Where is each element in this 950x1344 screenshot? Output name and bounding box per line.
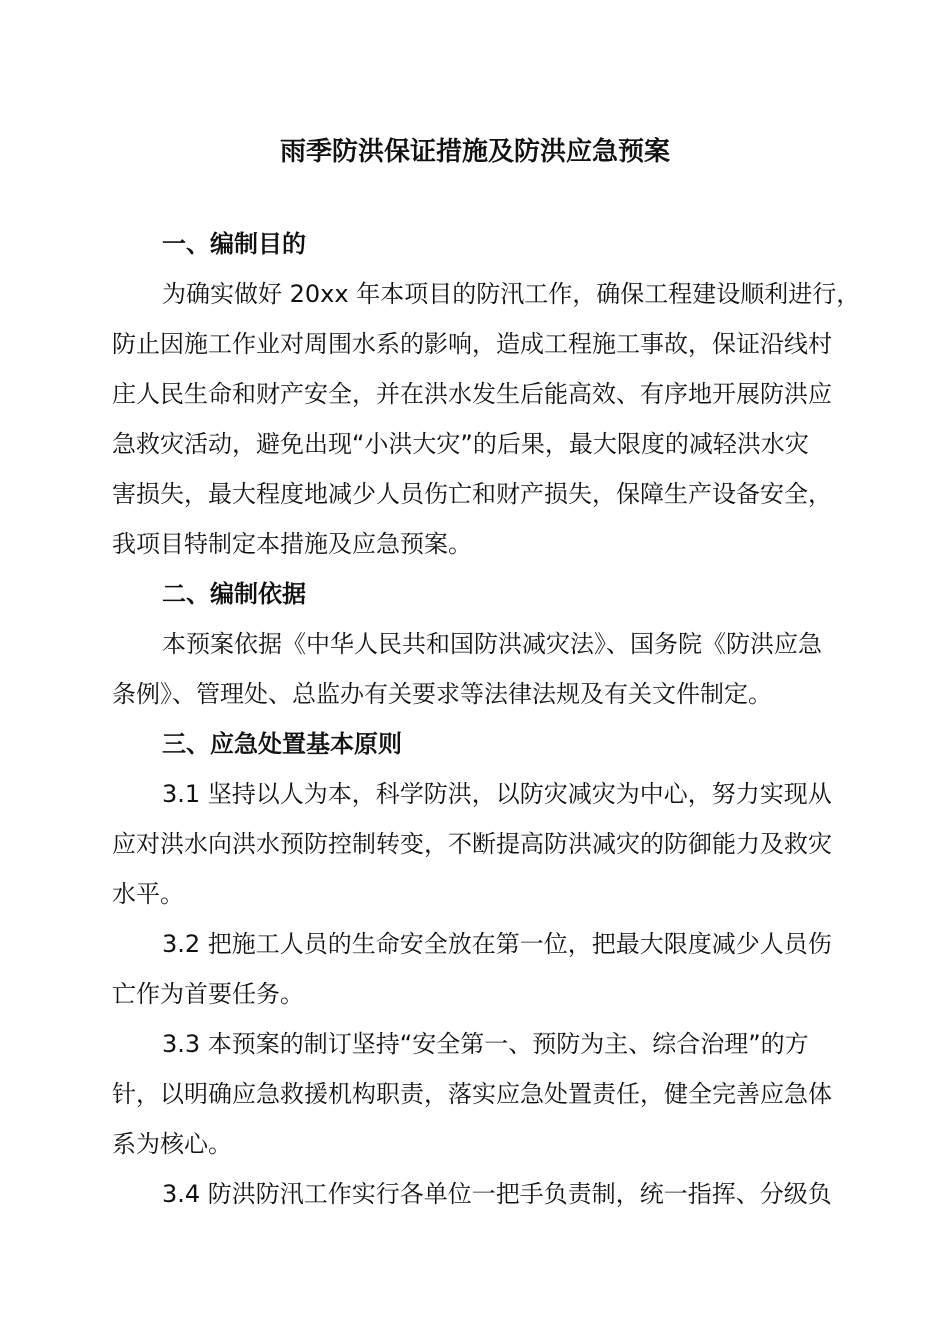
paragraph-line: 我项目特制定本措施及应急预案。 bbox=[112, 530, 472, 558]
paragraph-line: 害损失，最大程度地减少人员伤亡和财产损失，保障生产设备安全， bbox=[112, 480, 832, 508]
section-heading-principles: 三、应急处置基本原则 bbox=[162, 730, 402, 758]
principle-item-line: 水平。 bbox=[112, 880, 184, 908]
principle-item-line: 应对洪水向洪水预防控制转变，不断提高防洪减灾的防御能力及救灾 bbox=[112, 830, 832, 858]
principle-item-line: 3.2 把施工人员的生命安全放在第一位，把最大限度减少人员伤 bbox=[162, 930, 832, 958]
principle-item-line: 亡作为首要任务。 bbox=[112, 980, 304, 1008]
paragraph-line: 急救灾活动，避免出现“小洪大灾”的后果，最大限度的减轻洪水灾 bbox=[112, 430, 809, 458]
document-title: 雨季防洪保证措施及防洪应急预案 bbox=[279, 137, 670, 167]
paragraph-line: 条例》、管理处、总监办有关要求等法律法规及有关文件制定。 bbox=[112, 680, 772, 708]
principle-item-line: 针，以明确应急救援机构职责，落实应急处置责任，健全完善应急体 bbox=[112, 1080, 832, 1108]
section-heading-purpose: 一、编制目的 bbox=[162, 230, 306, 258]
paragraph-line: 本预案依据《中华人民共和国防洪减灾法》、国务院《防洪应急 bbox=[162, 630, 822, 658]
paragraph-line: 为确实做好 20xx 年本项目的防汛工作，确保工程建设顺利进行， bbox=[162, 280, 861, 308]
principle-item-line: 3.3 本预案的制订坚持“安全第一、预防为主、综合治理”的方 bbox=[162, 1030, 809, 1058]
principle-item-line: 3.4 防洪防汛工作实行各单位一把手负责制，统一指挥、分级负 bbox=[162, 1180, 832, 1208]
paragraph-line: 庄人民生命和财产安全，并在洪水发生后能高效、有序地开展防洪应 bbox=[112, 380, 832, 408]
section-heading-basis: 二、编制依据 bbox=[162, 580, 306, 608]
paragraph-line: 防止因施工作业对周围水系的影响，造成工程施工事故，保证沿线村 bbox=[112, 330, 832, 358]
principle-item-line: 3.1 坚持以人为本，科学防洪，以防灾减灾为中心，努力实现从 bbox=[162, 780, 832, 808]
principle-item-line: 系为核心。 bbox=[112, 1130, 232, 1158]
